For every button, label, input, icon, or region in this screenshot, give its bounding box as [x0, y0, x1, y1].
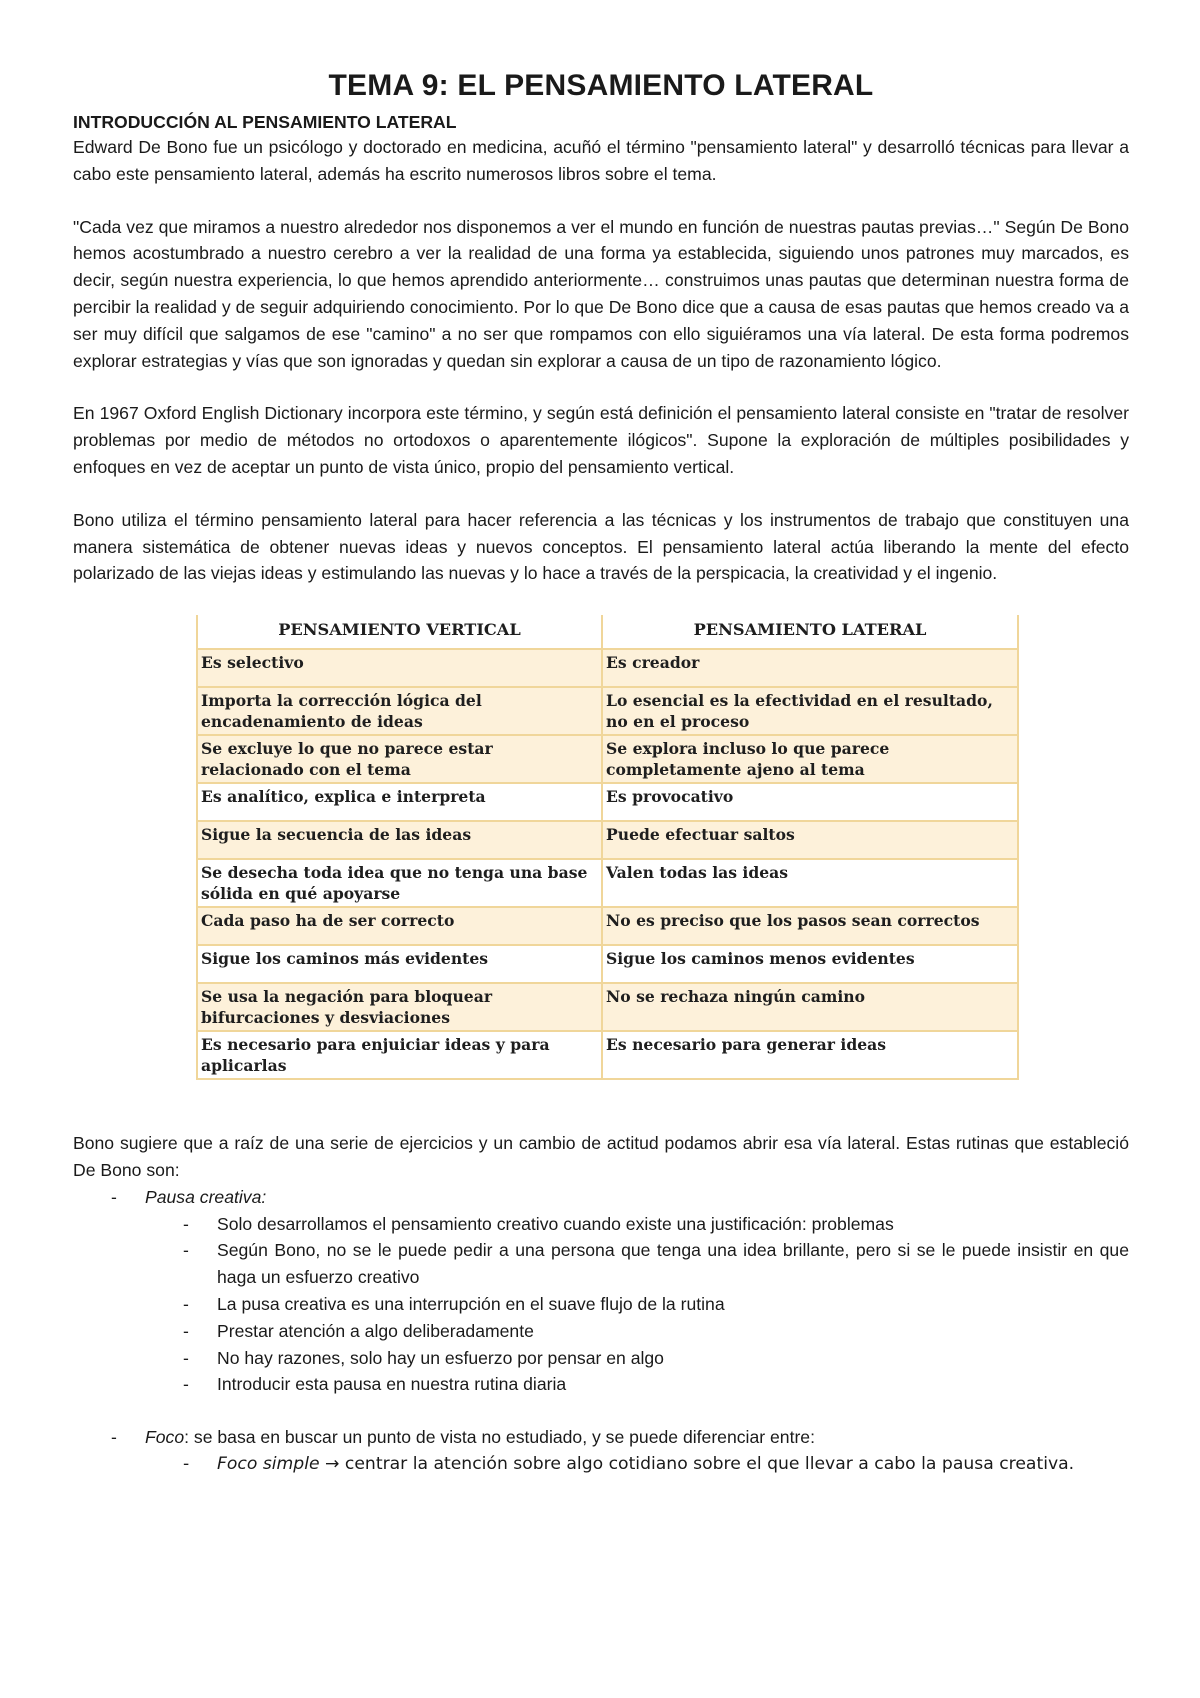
table-row	[197, 983, 1018, 1031]
foco-simple-label: Foco simple	[217, 1453, 320, 1474]
paragraph-intro: Edward De Bono fue un psicólogo y doctorado en medicina, acuñó el término "pensamiento lateral" y desarrolló técnicas para llevar a cabo este pensamiento lateral, además ha escrito numerosos libros sobre el tema.	[73, 137, 1129, 184]
comparison-table	[196, 615, 1019, 1080]
table-cell: Se usa la negación para bloquear bifurcaciones y desviaciones	[197, 983, 602, 1031]
table-cell: Es provocativo	[602, 783, 1018, 821]
table-row	[197, 821, 1018, 859]
table-cell: Es necesario para generar ideas	[602, 1031, 1018, 1079]
table-row	[197, 945, 1018, 983]
table-row	[197, 907, 1018, 945]
list-item: - Prestar atención a algo deliberadamente	[217, 1318, 1129, 1345]
section-heading: INTRODUCCIÓN AL PENSAMIENTO LATERAL	[73, 112, 457, 132]
table-cell: Sigue los caminos más evidentes	[197, 945, 602, 983]
table-cell: Sigue la secuencia de las ideas	[197, 821, 602, 859]
table-cell: Es selectivo	[197, 649, 602, 687]
paragraph-oxford: En 1967 Oxford English Dictionary incorpora este término, y según está definición el pensamiento lateral consiste en "tratar de resolver problemas por medio de métodos no ortodoxos o aparentemente ilógicos". Supone la exploración de múltiples posibilidades y enfoques en vez de aceptar un punto de vista único, propio del pensamiento vertical.	[73, 403, 1129, 477]
list-item: - No hay razones, solo hay un esfuerzo por pensar en algo	[217, 1345, 1129, 1372]
list-item-foco	[73, 1424, 1129, 1478]
foco-sublist	[217, 1451, 1129, 1478]
table-row	[197, 735, 1018, 783]
pausa-label: Pausa creativa:	[145, 1186, 267, 1207]
table-cell: Es analítico, explica e interpreta	[197, 783, 602, 821]
foco-label: Foco	[145, 1427, 185, 1448]
foco-text: : se basa en buscar un punto de vista no estudiado, y se puede diferenciar entre:	[184, 1427, 815, 1448]
table-cell: Es creador	[602, 649, 1018, 687]
header-vertical: PENSAMIENTO VERTICAL	[197, 615, 602, 649]
header-lateral: PENSAMIENTO LATERAL	[602, 615, 1018, 649]
table-row	[197, 1031, 1018, 1079]
table-row	[197, 859, 1018, 907]
document-page	[73, 68, 1129, 1478]
list-item: - Según Bono, no se le puede pedir a una persona que tenga una idea brillante, pero si se le puede insistir en que haga un esfuerzo creativo	[217, 1237, 1129, 1291]
table-cell: Puede efectuar saltos	[602, 821, 1018, 859]
paragraph-definition: Bono utiliza el término pensamiento lateral para hacer referencia a las técnicas y los instrumentos de trabajo que constituyen una manera sistemática de obtener nuevas ideas y nuevos conceptos. El pensamiento lateral actúa liberando la mente del efecto polarizado de las viejas ideas y estimulando las nuevas y lo hace a través de la perspicacia, la creatividad y el ingenio.	[73, 509, 1129, 584]
table-row	[197, 687, 1018, 735]
table-row	[197, 649, 1018, 687]
comparison-table-wrapper	[196, 615, 1019, 1080]
list-item: - Solo desarrollamos el pensamiento creativo cuando existe una justificación: problemas	[217, 1211, 1129, 1238]
table-header-row	[197, 615, 1018, 649]
table-cell: Importa la corrección lógica del encadenamiento de ideas	[197, 687, 602, 735]
table-cell: Es necesario para enjuiciar ideas y para aplicarlas	[197, 1031, 602, 1079]
table-cell: Sigue los caminos menos evidentes	[602, 945, 1018, 983]
table-cell: Se explora incluso lo que parece completamente ajeno al tema	[602, 735, 1018, 783]
table-row	[197, 783, 1018, 821]
pausa-sublist	[217, 1211, 1129, 1399]
foco-simple-text: → centrar la atención sobre algo cotidiano sobre el que llevar a cabo la pausa creativa.	[319, 1453, 1075, 1474]
table-cell: Valen todas las ideas	[602, 859, 1018, 907]
routines-list	[73, 1184, 1129, 1478]
table-cell: Cada paso ha de ser correcto	[197, 907, 602, 945]
table-cell: Se excluye lo que no parece estar relacionado con el tema	[197, 735, 602, 783]
page-title: TEMA 9: EL PENSAMIENTO LATERAL	[328, 69, 874, 102]
table-cell: Se desecha toda idea que no tenga una base sólida en qué apoyarse	[197, 859, 602, 907]
list-item: - La pusa creativa es una interrupción en el suave flujo de la rutina	[217, 1291, 1129, 1318]
list-item: - Introducir esta pausa en nuestra rutina diaria	[217, 1371, 1129, 1398]
paragraph-routines: Bono sugiere que a raíz de una serie de ejercicios y un cambio de actitud podamos abrir esa vía lateral. Estas rutinas que estableció De Bono son:	[73, 1133, 1129, 1180]
list-item-pausa	[73, 1184, 1129, 1398]
paragraph-quote: "Cada vez que miramos a nuestro alrededor nos disponemos a ver el mundo en función de nuestras pautas previas…" Según De Bono hemos acostumbrado a nuestro cerebro a ver la realidad de una forma ya establecida, siguiendo unos patrones muy marcados, es decir, según nuestra experiencia, lo que hemos aprendido anteriormente… construimos unas pautas que determinan nuestra forma de percibir la realidad y de seguir adquiriendo conocimiento. Por lo que De Bono dice que a causa de esas pautas que hemos creado va a ser muy difícil que salgamos de ese "camino" a no ser que rompamos con ello siguiéramos una vía lateral. De esta forma podremos explorar estrategias y vías que son ignoradas y quedan sin explorar a causa de un tipo de razonamiento lógico.	[73, 216, 1129, 371]
table-cell: No es preciso que los pasos sean correctos	[602, 907, 1018, 945]
table-cell: No se rechaza ningún camino	[602, 983, 1018, 1031]
table-cell: Lo esencial es la efectividad en el resultado, no en el proceso	[602, 687, 1018, 735]
list-item-foco-simple	[217, 1451, 1129, 1478]
